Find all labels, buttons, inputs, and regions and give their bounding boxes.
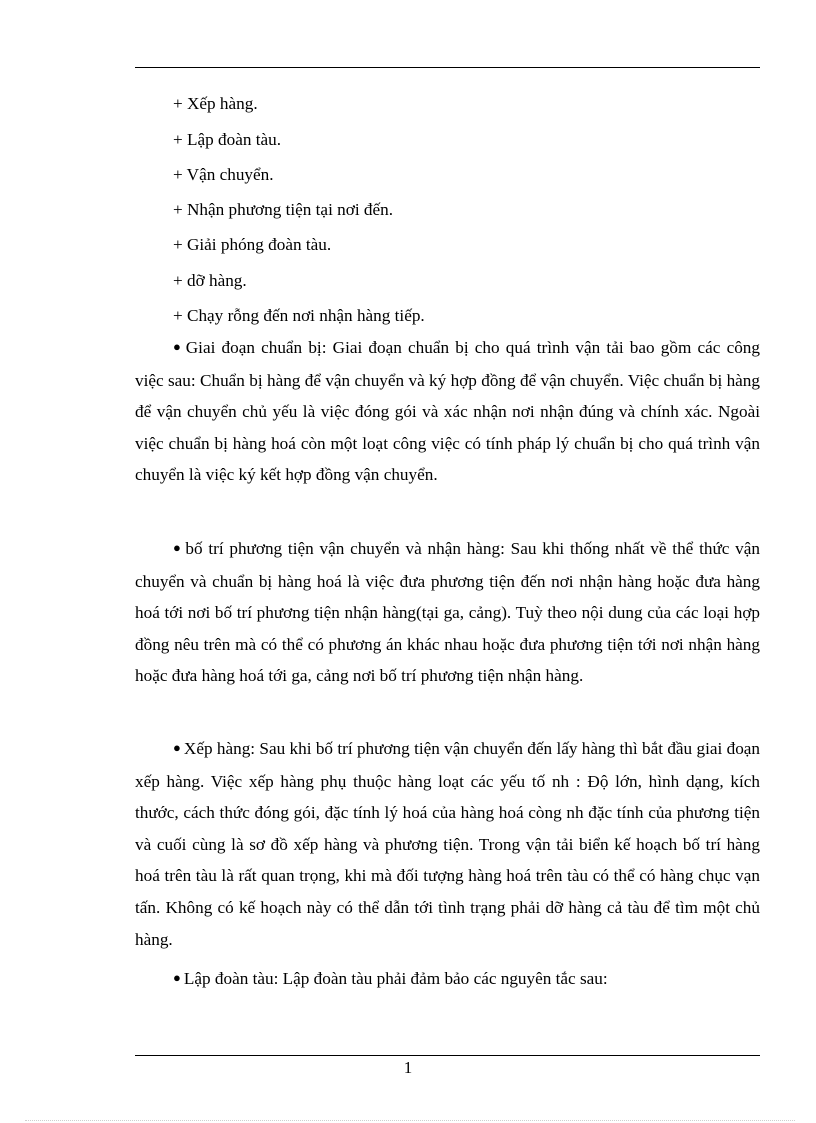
page-edge-dotted-line <box>25 1120 795 1121</box>
page-number: 1 <box>403 1058 413 1077</box>
bullet-icon: ● <box>173 540 183 555</box>
list-item: + Lập đoàn tàu. <box>173 130 282 149</box>
list-item: + Giải phóng đoàn tàu. <box>173 235 332 254</box>
list-item: + Chạy rỗng đến nơi nhận hàng tiếp. <box>173 306 425 325</box>
list-item: + Xếp hàng. <box>173 94 258 113</box>
paragraph-loading <box>135 733 760 955</box>
paragraph-text: Giai đoạn chuẩn bị: Giai đoạn chuẩn bị cho quá trình vận tải bao gồm các công việc sau: Chuẩn bị hàng để vận chuyển và ký hợp đồng để vận chuyển. Việc chuẩn bị hàng để vận chuyển chủ yếu là việc đóng gói và xác nhận nơi nhận đúng và chính xác. Ngoài việc chuẩn bị hàng hoá còn một loạt công việc có tính pháp lý chuẩn bị cho quá trình vận chuyển là việc ký kết hợp đồng vận chuyển. <box>135 338 760 485</box>
paragraph-train-formation <box>135 963 760 996</box>
paragraph-text: bố trí phương tiện vận chuyển và nhận hàng: Sau khi thống nhất về thể thức vận chuyển và chuẩn bị hàng hoá là việc đưa phương tiện đến nơi nhận hàng hoặc đưa hàng hoá tới nơi bố trí phương tiện nhận hàng(tại ga, cảng). Tuỳ theo nội dung của các loại hợp đồng nêu trên mà có thể có phương án khác nhau hoặc đưa phương tiện tới nơi nhận hàng hoặc đưa hàng hoá tới ga, cảng nơi bố trí phương tiện nhận hàng. <box>135 539 760 686</box>
bullet-icon: ● <box>173 970 181 985</box>
paragraph-preparation <box>135 332 760 491</box>
list-item: + Vận chuyển. <box>173 165 274 184</box>
paragraph-text: Lập đoàn tàu: Lập đoàn tàu phải đảm bảo các nguyên tắc sau: <box>183 969 608 988</box>
paragraph-text: Xếp hàng: Sau khi bố trí phương tiện vận chuyển đến lấy hàng thì bắt đầu giai đoạn xếp hàng. Việc xếp hàng phụ thuộc hàng loạt các yếu tố nh : Độ lớn, hình dạng, kích thước, cách thức đóng gói, đặc tính lý hoá của hàng hoá còng nh đặc tính của phương tiện và cuối cùng là sơ đồ xếp hàng và phương tiện. Trong vận tải biển kế hoạch bố trí hàng hoá trên tàu là rất quan trọng, khi mà đối tượng hàng hoá trên tàu có thể có hàng chục vạn tấn. Không có kế hoạch này có thể dẫn tới tình trạng phải dỡ hàng cả tàu để tìm một chủ hàng. <box>135 739 761 949</box>
header-rule <box>135 67 760 68</box>
bullet-icon: ● <box>173 339 183 354</box>
paragraph-vehicle-arrangement <box>135 533 760 692</box>
list-item: + dỡ hàng. <box>173 271 247 290</box>
list-item: + Nhận phương tiện tại nơi đến. <box>173 200 394 219</box>
footer-rule <box>135 1055 760 1056</box>
bullet-icon: ● <box>173 740 181 755</box>
